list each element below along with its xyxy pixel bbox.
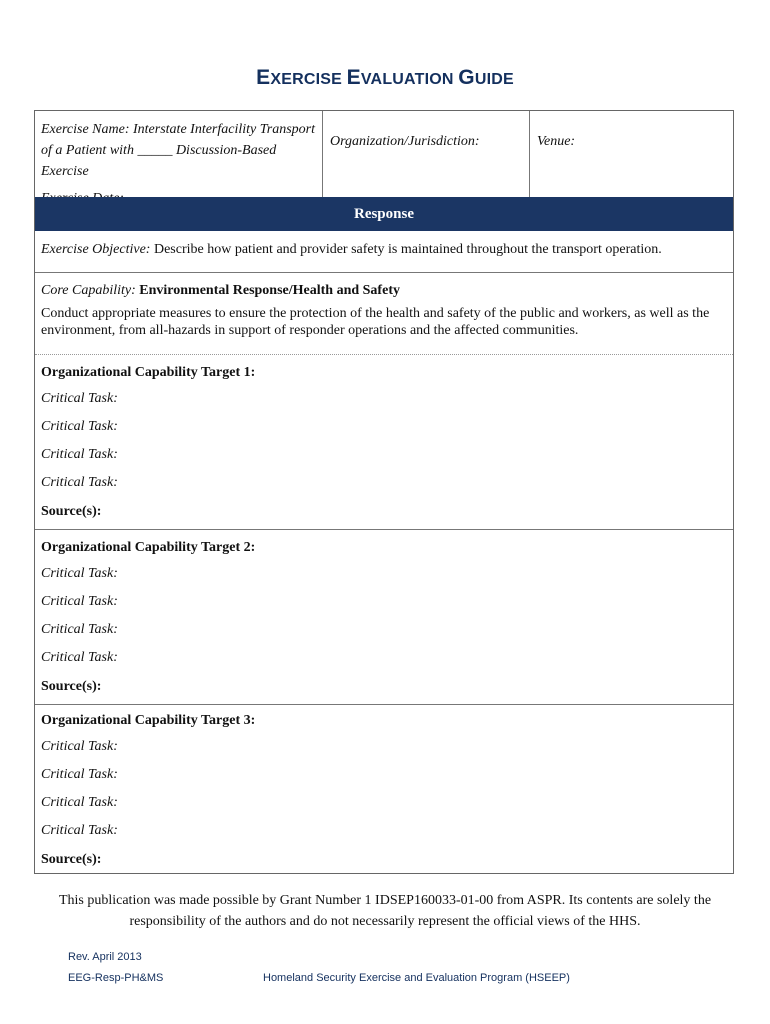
- capability-target-3: [35, 703, 733, 878]
- core-capability-label: Core Capability:: [41, 283, 136, 298]
- evaluation-form: [34, 110, 734, 874]
- critical-task-field[interactable]: Critical Task:: [41, 622, 118, 637]
- critical-task-field[interactable]: Critical Task:: [41, 447, 118, 462]
- organization-field[interactable]: Organization/Jurisdiction:: [330, 134, 480, 149]
- revision-date: Rev. April 2013: [68, 951, 142, 963]
- capability-target-2: [35, 530, 733, 705]
- core-capability-description: Conduct appropriate measures to ensure the protection of the health and safety of the public and workers, as well as the environment, from all-hazards in support of responder operations and the affected communities.: [41, 306, 710, 338]
- critical-task-field[interactable]: Critical Task:: [41, 650, 118, 665]
- critical-task-field[interactable]: Critical Task:: [41, 795, 118, 810]
- critical-task-field[interactable]: Critical Task:: [41, 391, 118, 406]
- core-capability-row: [35, 273, 733, 355]
- venue-cell: [530, 111, 733, 197]
- exercise-info-cell: [35, 111, 323, 197]
- sources-field[interactable]: Source(s):: [41, 504, 102, 519]
- critical-task-field[interactable]: Critical Task:: [41, 419, 118, 434]
- target-title: Organizational Capability Target 2:: [41, 540, 256, 555]
- objective-label: Exercise Objective:: [41, 242, 151, 257]
- document-title: EXERCISE EVALUATION GUIDE: [256, 66, 514, 89]
- program-name: Homeland Security Exercise and Evaluation Program (HSEEP): [263, 972, 570, 984]
- grant-footnote: This publication was made possible by Grant Number 1 IDSEP160033-01-00 from ASPR. Its contents are solely the responsibility of the authors and do not necessarily represent the official views of the HHS.: [58, 893, 712, 929]
- critical-task-field[interactable]: Critical Task:: [41, 823, 118, 838]
- critical-task-field[interactable]: Critical Task:: [41, 767, 118, 782]
- objective-text: Describe how patient and provider safety is maintained throughout the transport operation.: [153, 242, 662, 257]
- critical-task-field[interactable]: Critical Task:: [41, 594, 118, 609]
- target-title: Organizational Capability Target 1:: [41, 365, 256, 380]
- sources-field[interactable]: Source(s):: [41, 852, 102, 867]
- critical-task-field[interactable]: Critical Task:: [41, 739, 118, 754]
- sources-field[interactable]: Source(s):: [41, 679, 102, 694]
- exercise-objective-row: [35, 231, 733, 273]
- response-band: Response: [35, 197, 733, 231]
- critical-task-field[interactable]: Critical Task:: [41, 566, 118, 581]
- core-capability-name: Environmental Response/Health and Safety: [139, 283, 400, 298]
- critical-task-field[interactable]: Critical Task:: [41, 475, 118, 490]
- organization-cell: [323, 111, 530, 197]
- exercise-name-field[interactable]: Exercise Name: Interstate Interfacility Transport of a Patient with _____ Discussion-Based Exercise: [41, 122, 315, 179]
- venue-field[interactable]: Venue:: [537, 134, 576, 149]
- target-title: Organizational Capability Target 3:: [41, 713, 256, 728]
- capability-target-1: [35, 355, 733, 530]
- form-header: [35, 111, 733, 197]
- document-code: EEG-Resp-PH&MS: [68, 972, 164, 984]
